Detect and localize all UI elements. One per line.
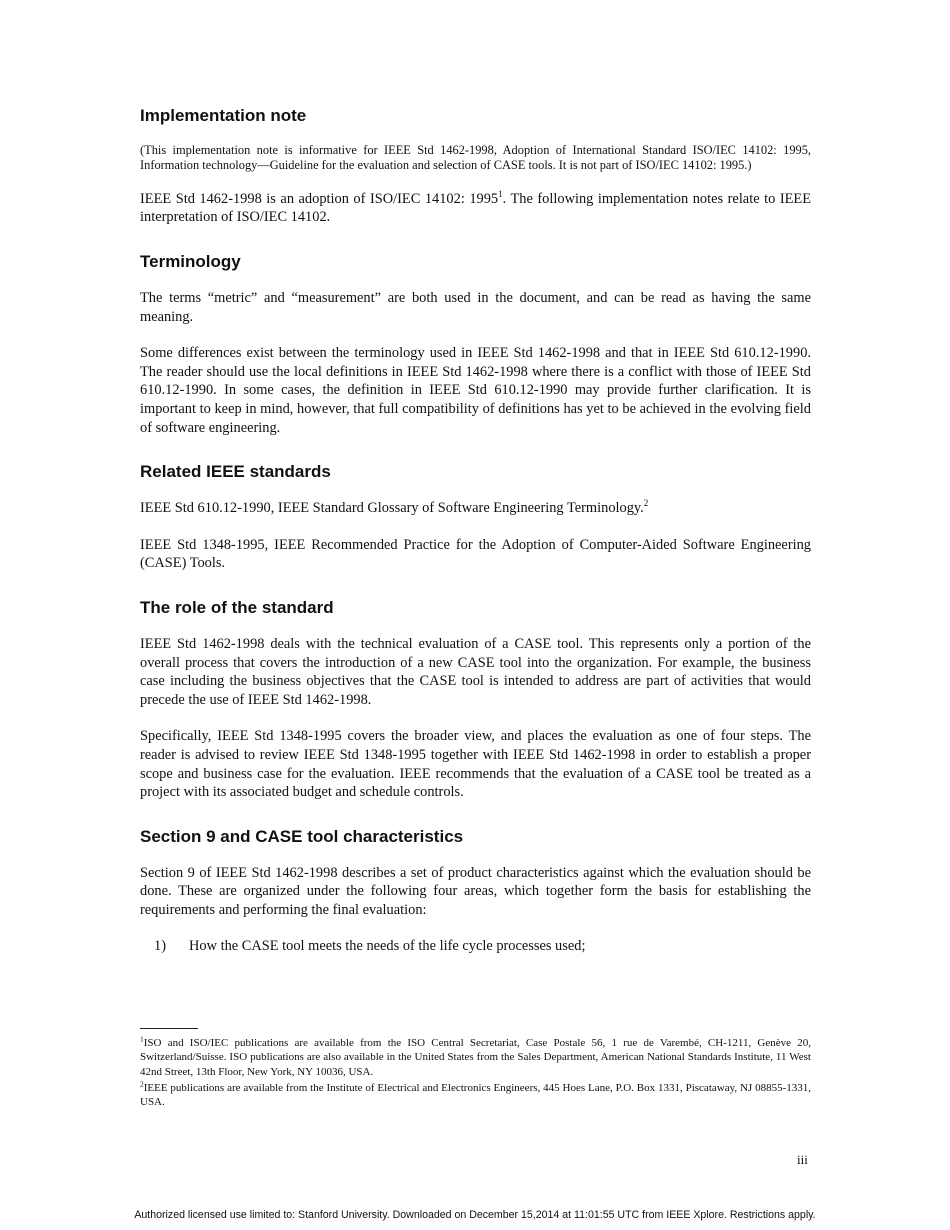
footnote-1 (140, 1036, 811, 1079)
list-item-number: 1) (154, 938, 166, 955)
page-number: iii (797, 1152, 808, 1167)
heading-section-9: Section 9 and CASE tool characteristics (140, 826, 464, 846)
footnote-2-text: IEEE publications are available from the Institute of Electrical and Electronics Engineers, 445 Hoes Lane, P.O. Box 1331, Piscataway, NJ 08855-1331, USA. (140, 1081, 811, 1109)
heading-terminology: Terminology (140, 252, 241, 271)
characteristics-list (140, 937, 811, 956)
footnote-ref-1: 1 (498, 189, 503, 200)
list-item (140, 937, 811, 956)
list-item-text: How the CASE tool meets the needs of the life cycle processes used; (189, 938, 586, 955)
informative-note: (This implementation note is informative for IEEE Std 1462-1998, Adoption of International Standard ISO/IEC 14102: 1995, Information technology—Guideline for the evaluation and selection of CASE tools. It is not part of ISO/IEC 14102: 1995.) (140, 143, 811, 173)
adoption-paragraph (140, 190, 811, 227)
related-standard-1 (140, 499, 811, 518)
adoption-tail: . The following implementation notes relate to IEEE interpretation of ISO/IEC 14102. (140, 190, 811, 226)
terminology-paragraph-2: Some differences exist between the terminology used in IEEE Std 1462-1998 and that in IEEE Std 610.12-1990. The reader should use the local definitions in IEEE Std 1462-1998 where there is a conflict with those of IEEE Std 610.12-1990. In some cases, the definition in IEEE Std 610.12-1990 may provide further clarification. It is important to keep in mind, however, that full compatibility of definitions has yet to be achieved in the evolving field of software engineering. (140, 345, 811, 436)
footnote-rule (140, 1028, 198, 1029)
footnote-1-text: ISO and ISO/IEC publications are available from the ISO Central Secretariat, Case Postale 56, 1 rue de Varembé, CH-1211, Genève 20, Switzerland/Suisse. ISO publications are also available in the United States from the Sales Department, American National Standards Institute, 11 West 42nd Street, 13th Floor, New York, NY 10036, USA. (140, 1037, 811, 1078)
footnotes (140, 1028, 811, 1111)
document-body (140, 105, 811, 956)
section9-paragraph: Section 9 of IEEE Std 1462-1998 describes a set of product characteristics against which the evaluation should be done. These are organized under the following four areas, which together form the basis for establishing the requirements and performing the final evaluation: (140, 864, 811, 918)
license-notice: Authorized licensed use limited to: Stanford University. Downloaded on December 15,2014 at 11:01:55 UTC from IEEE Xplore. Restrictions apply. (134, 1209, 816, 1221)
related-standard-2: IEEE Std 1348-1995, IEEE Recommended Practice for the Adoption of Computer-Aided Software Engineering (CASE) Tools. (140, 536, 811, 572)
heading-implementation-note: Implementation note (140, 106, 307, 125)
footnote-2-mark: 2 (140, 1079, 144, 1089)
adoption-text: IEEE Std 1462-1998 is an adoption of ISO/IEC 14102: 1995 (140, 190, 499, 207)
related-standard-1-text: IEEE Std 610.12-1990, IEEE Standard Glossary of Software Engineering Terminology. (140, 500, 644, 517)
role-paragraph-2: Specifically, IEEE Std 1348-1995 covers the broader view, and places the evaluation as one of four steps. The reader is advised to review IEEE Std 1348-1995 together with IEEE Std 1462-1998 in order to establish a proper scope and business case for the evaluation. IEEE recommends that the evaluation of a CASE tool be treated as a project with its associated budget and schedule controls. (140, 728, 811, 801)
heading-role-of-standard: The role of the standard (140, 597, 334, 617)
footnote-ref-2: 2 (643, 498, 649, 509)
role-paragraph-1: IEEE Std 1462-1998 deals with the technical evaluation of a CASE tool. This represents only a portion of the overall process that covers the introduction of a new CASE tool into the organization. For example, the business case including the business objectives that the CASE tool is intended to address are part of activities that would precede the use of IEEE Std 1462-1998. (140, 635, 811, 708)
terminology-paragraph-1: The terms “metric” and “measurement” are both used in the document, and can be read as having the same meaning. (140, 290, 811, 325)
footnote-1-mark: 1 (140, 1034, 144, 1044)
heading-related-standards: Related IEEE standards (140, 462, 331, 482)
footnote-2 (140, 1081, 811, 1110)
